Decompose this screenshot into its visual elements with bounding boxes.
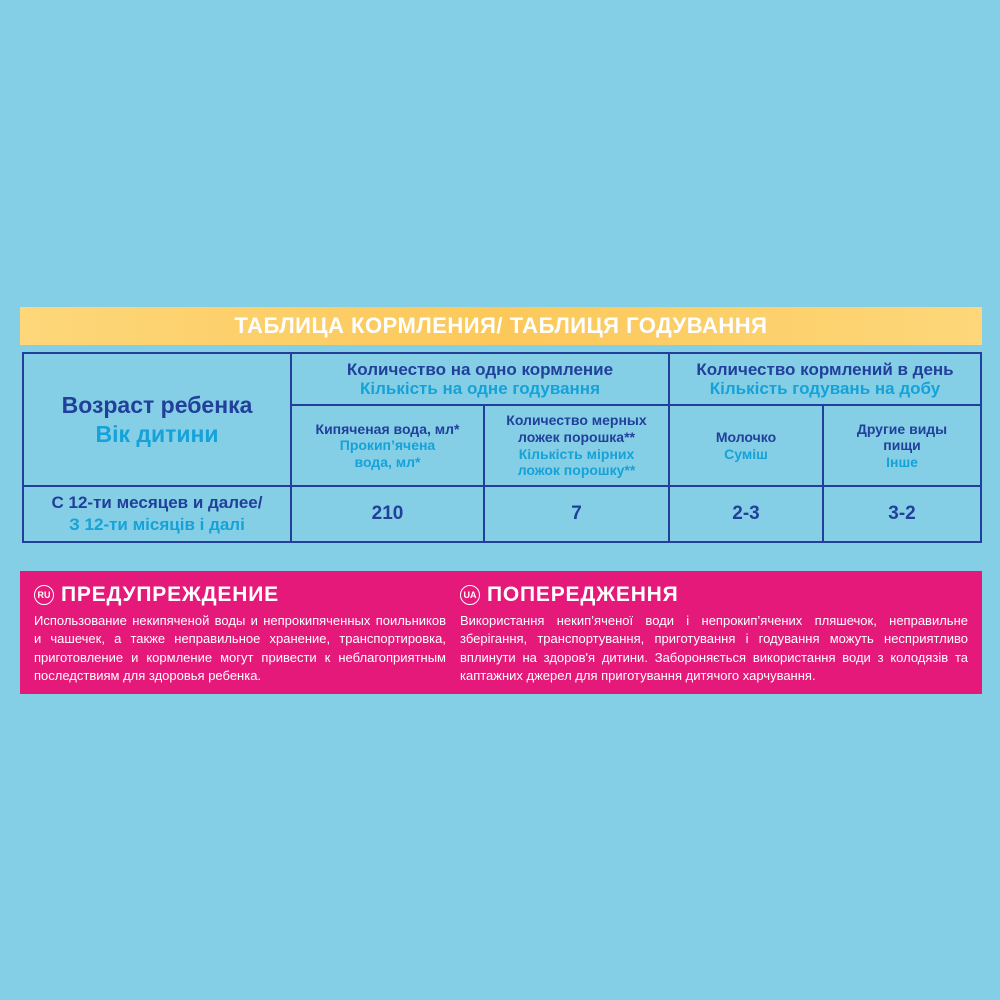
per-feeding-header-ua: Кількість на одне годування	[360, 379, 600, 398]
per-day-header	[669, 353, 981, 405]
other-food-header-ua: Інше	[886, 453, 918, 470]
per-day-header-ru: Количество кормлений в день	[696, 359, 954, 379]
age-header-cell	[23, 353, 291, 486]
milk-header	[669, 405, 823, 486]
warning-text-ua: Використання некип’яченої води і непрокип’ячених пляшечок, неправильне зберігання, транспортування, приготування і годування можуть несприятливо вплинути на здоров'я дитини. Забороняється використання води з колодязів та каптажних джерел для приготування дитячого харчування.	[460, 613, 968, 684]
warning-ru	[20, 571, 460, 694]
water-header-ru: Кипяченая вода, мл*	[315, 420, 460, 437]
milk-value: 2-3	[669, 486, 823, 542]
age-header-ru: Возраст ребенка	[61, 392, 253, 419]
feeding-table-title: ТАБЛИЦА КОРМЛЕНИЯ/ ТАБЛИЦЯ ГОДУВАННЯ	[20, 307, 982, 345]
feeding-table	[22, 352, 982, 543]
water-value: 210	[291, 486, 484, 542]
other-food-header-ru: Другие виды пищи	[856, 420, 948, 454]
warning-text-ru: Использование некипяченой воды и непрокипяченных поильников и чашечек, а также неправильное хранение, транспортировка, приготовление и кормление могут привести к неблагоприятным последствиям для здоровья ребенка.	[34, 613, 446, 684]
per-feeding-header-ru: Количество на одно кормление	[346, 359, 614, 379]
warning-title-ua: ПОПЕРЕДЖЕННЯ	[487, 583, 679, 606]
age-header-ua: Вік дитини	[95, 420, 219, 447]
per-feeding-header	[291, 353, 669, 405]
table-row	[23, 486, 981, 542]
age-value-ua: З 12-ти місяців і далі	[69, 515, 245, 534]
warning-panel	[20, 571, 982, 694]
age-cell	[23, 486, 291, 542]
milk-header-ua: Суміш	[724, 445, 768, 462]
other-food-value: 3-2	[823, 486, 981, 542]
scoops-header	[484, 405, 669, 486]
warning-title-ru: ПРЕДУПРЕЖДЕНИЕ	[61, 583, 279, 606]
milk-header-ru: Молочко	[715, 428, 777, 445]
water-header-ua: Прокип’ячена вода, мл*	[339, 437, 436, 470]
ua-badge-icon: UA	[460, 585, 480, 605]
ru-badge-icon: RU	[34, 585, 54, 605]
age-value-ru: С 12-ти месяцев и далее/	[51, 492, 263, 512]
scoops-value: 7	[484, 486, 669, 542]
other-food-header	[823, 405, 981, 486]
warning-ua	[460, 571, 982, 694]
scoops-header-ru: Количество мерных ложек порошка**	[506, 412, 647, 445]
scoops-header-ua: Кількість мірних ложок порошку**	[517, 445, 636, 479]
per-day-header-ua: Кількість годувань на добу	[709, 379, 941, 398]
water-header	[291, 405, 484, 486]
